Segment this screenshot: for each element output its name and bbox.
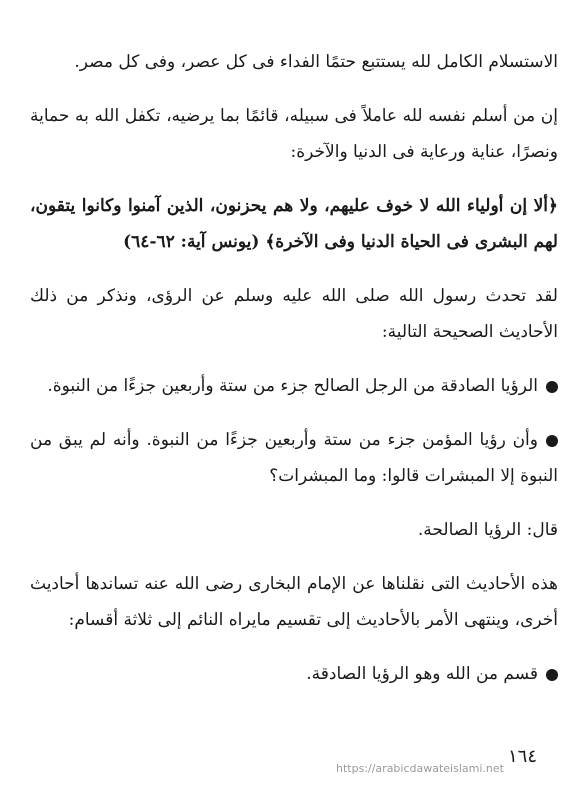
- bullet-item-3: [30, 656, 558, 692]
- paragraph-istislam: الاستسلام الكامل لله يستتبع حتمًا الفداء فى كل عصر، وفى كل مصر.: [74, 52, 558, 72]
- bullet-item-1: [30, 368, 558, 404]
- watermark-url: https://arabicdawateislami.net: [336, 762, 504, 775]
- page-number: ١٦٤: [507, 746, 537, 767]
- bullet-icon: [546, 381, 558, 393]
- paragraph-man-aslama: إن من أسلم نفسه لله عاملاً فى سبيله، قائمًا بما يرضيه، تكفل الله به حماية ونصرًا، عناية ورعاية فى الدنيا والآخرة:: [30, 106, 558, 162]
- bullet-item-2: [30, 422, 558, 494]
- page-body: [30, 44, 558, 692]
- bullet-text-2: وأن رؤيا المؤمن جزء من ستة وأربعين جزءًا من النبوة. وأنه لم يبق من النبوة إلا المبشرات قالوا: وما المبشرات؟: [30, 430, 558, 486]
- bullet-text-1: الرؤيا الصادقة من الرجل الصالح جزء من ستة وأربعين جزءًا من النبوة.: [47, 376, 538, 396]
- bullet-icon: [546, 669, 558, 681]
- bullet-icon: [546, 435, 558, 447]
- paragraph-hadith-intro: لقد تحدث رسول الله صلى الله عليه وسلم عن الرؤى، ونذكر من ذلك الأحاديث الصحيحة التالية:: [30, 286, 558, 342]
- paragraph-bukhari: هذه الأحاديث التى نقلناها عن الإمام البخارى رضى الله عنه تساندها أحاديث أخرى، وينتهى الأمر بالأحاديث إلى تقسيم مايراه النائم إلى ثلاثة أقسام:: [30, 574, 558, 630]
- quran-verse: ﴿ألا إن أولياء الله لا خوف عليهم، ولا هم يحزنون، الذين آمنوا وكانوا يتقون، لهم البشرى فى الحياة الدنيا وفى الآخرة﴾ (يونس آية: ٦٢-٦٤): [30, 196, 558, 252]
- bullet-text-3: قسم من الله وهو الرؤيا الصادقة.: [306, 664, 538, 684]
- paragraph-qala: قال: الرؤيا الصالحة.: [417, 520, 558, 540]
